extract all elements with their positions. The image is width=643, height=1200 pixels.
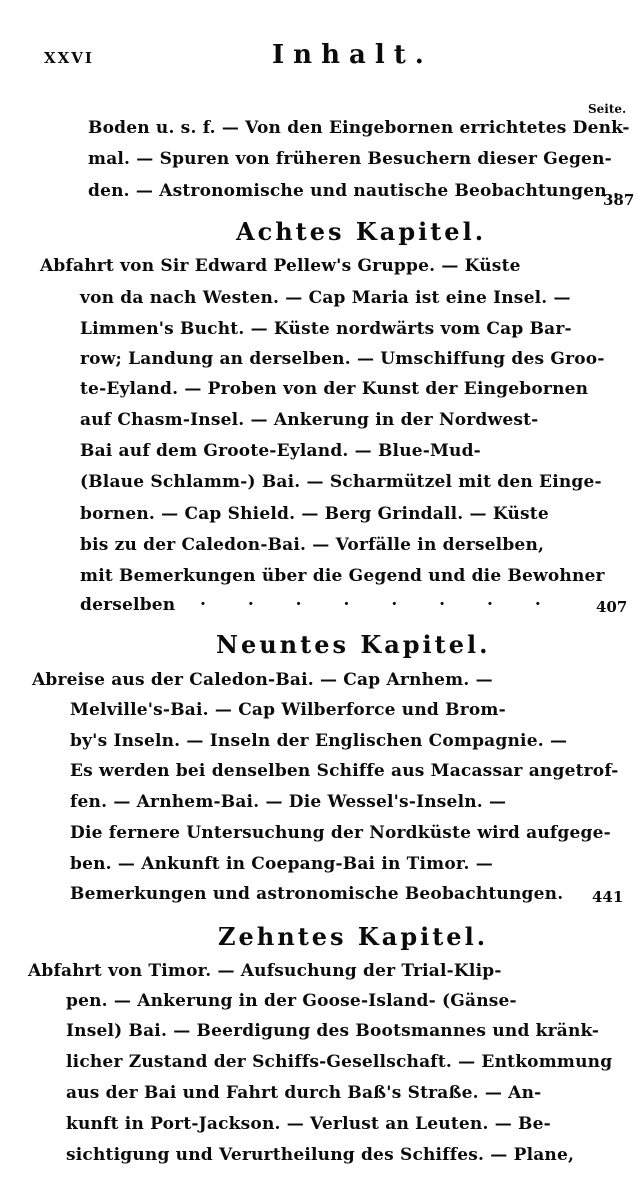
toc-line: row; Landung an derselben. — Umschiffung des Groo-: [80, 349, 605, 369]
toc-line: von da nach Westen. — Cap Maria ist eine Insel. —: [80, 288, 571, 308]
chapter-heading: Zehntes Kapitel.: [218, 922, 489, 951]
chapter-heading: Achtes Kapitel.: [236, 217, 487, 246]
toc-line: bornen. — Cap Shield. — Berg Grindall. — Küste: [80, 504, 549, 524]
page-number-roman: XXVI: [44, 49, 94, 67]
toc-line: Melville's-Bai. — Cap Wilberforce und Brom-: [70, 700, 506, 720]
toc-line: (Blaue Schlamm-) Bai. — Scharmützel mit den Einge-: [80, 472, 602, 492]
toc-line: Bemerkungen und astronomische Beobachtungen.: [70, 884, 564, 904]
toc-line: Bai auf dem Groote-Eyland. — Blue-Mud-: [80, 441, 481, 461]
page-reference: 387: [603, 191, 635, 209]
toc-line: by's Inseln. — Inseln der Englischen Compagnie. —: [70, 731, 568, 751]
toc-line: fen. — Arnhem-Bai. — Die Wessel's-Inseln. —: [70, 792, 507, 812]
toc-line: sichtigung und Verurtheilung des Schiffes. — Plane,: [66, 1145, 575, 1165]
toc-line: mit Bemerkungen über die Gegend und die Bewohner: [80, 566, 605, 586]
toc-line: Es werden bei denselben Schiffe aus Macassar angetrof-: [70, 761, 619, 781]
toc-line: den. — Astronomische und nautische Beobachtungen .: [88, 181, 620, 201]
toc-line: mal. — Spuren von früheren Besuchern dieser Gegen-: [88, 149, 612, 169]
seite-label: Seite.: [588, 102, 627, 116]
toc-line: Limmen's Bucht. — Küste nordwärts vom Cap Bar-: [80, 319, 572, 339]
toc-line: Boden u. s. f. — Von den Eingebornen errichtetes Denk-: [88, 118, 630, 138]
toc-line: kunft in Port-Jackson. — Verlust an Leuten. — Be-: [66, 1114, 551, 1134]
toc-line: pen. — Ankerung in der Goose-Island- (Gänse-: [66, 991, 517, 1011]
toc-line: Abreise aus der Caledon-Bai. — Cap Arnhem. —: [32, 670, 493, 690]
toc-line: Abfahrt von Sir Edward Pellew's Gruppe. — Küste: [40, 256, 521, 276]
page-reference: 407: [596, 598, 628, 616]
toc-line: ben. — Ankunft in Coepang-Bai in Timor. —: [70, 854, 493, 874]
toc-line: Die fernere Untersuchung der Nordküste wird aufgege-: [70, 823, 611, 843]
toc-line: bis zu der Caledon-Bai. — Vorfälle in derselben,: [80, 535, 545, 555]
page-reference: 441: [592, 888, 624, 906]
toc-line: Abfahrt von Timor. — Aufsuchung der Trial-Klip-: [28, 961, 502, 981]
toc-line: derselben: [80, 595, 176, 615]
leader-dots: . . . . . . . .: [200, 590, 559, 610]
toc-line: te-Eyland. — Proben von der Kunst der Eingebornen: [80, 379, 589, 399]
toc-line: licher Zustand der Schiffs-Gesellschaft. — Entkommung: [66, 1052, 613, 1072]
toc-line: auf Chasm-Insel. — Ankerung in der Nordwest-: [80, 410, 539, 430]
page-title: Inhalt.: [272, 40, 433, 70]
toc-line: Insel) Bai. — Beerdigung des Bootsmannes und kränk-: [66, 1021, 600, 1041]
chapter-heading: Neuntes Kapitel.: [216, 630, 491, 659]
toc-line: aus der Bai und Fahrt durch Baß's Straße. — An-: [66, 1083, 542, 1103]
